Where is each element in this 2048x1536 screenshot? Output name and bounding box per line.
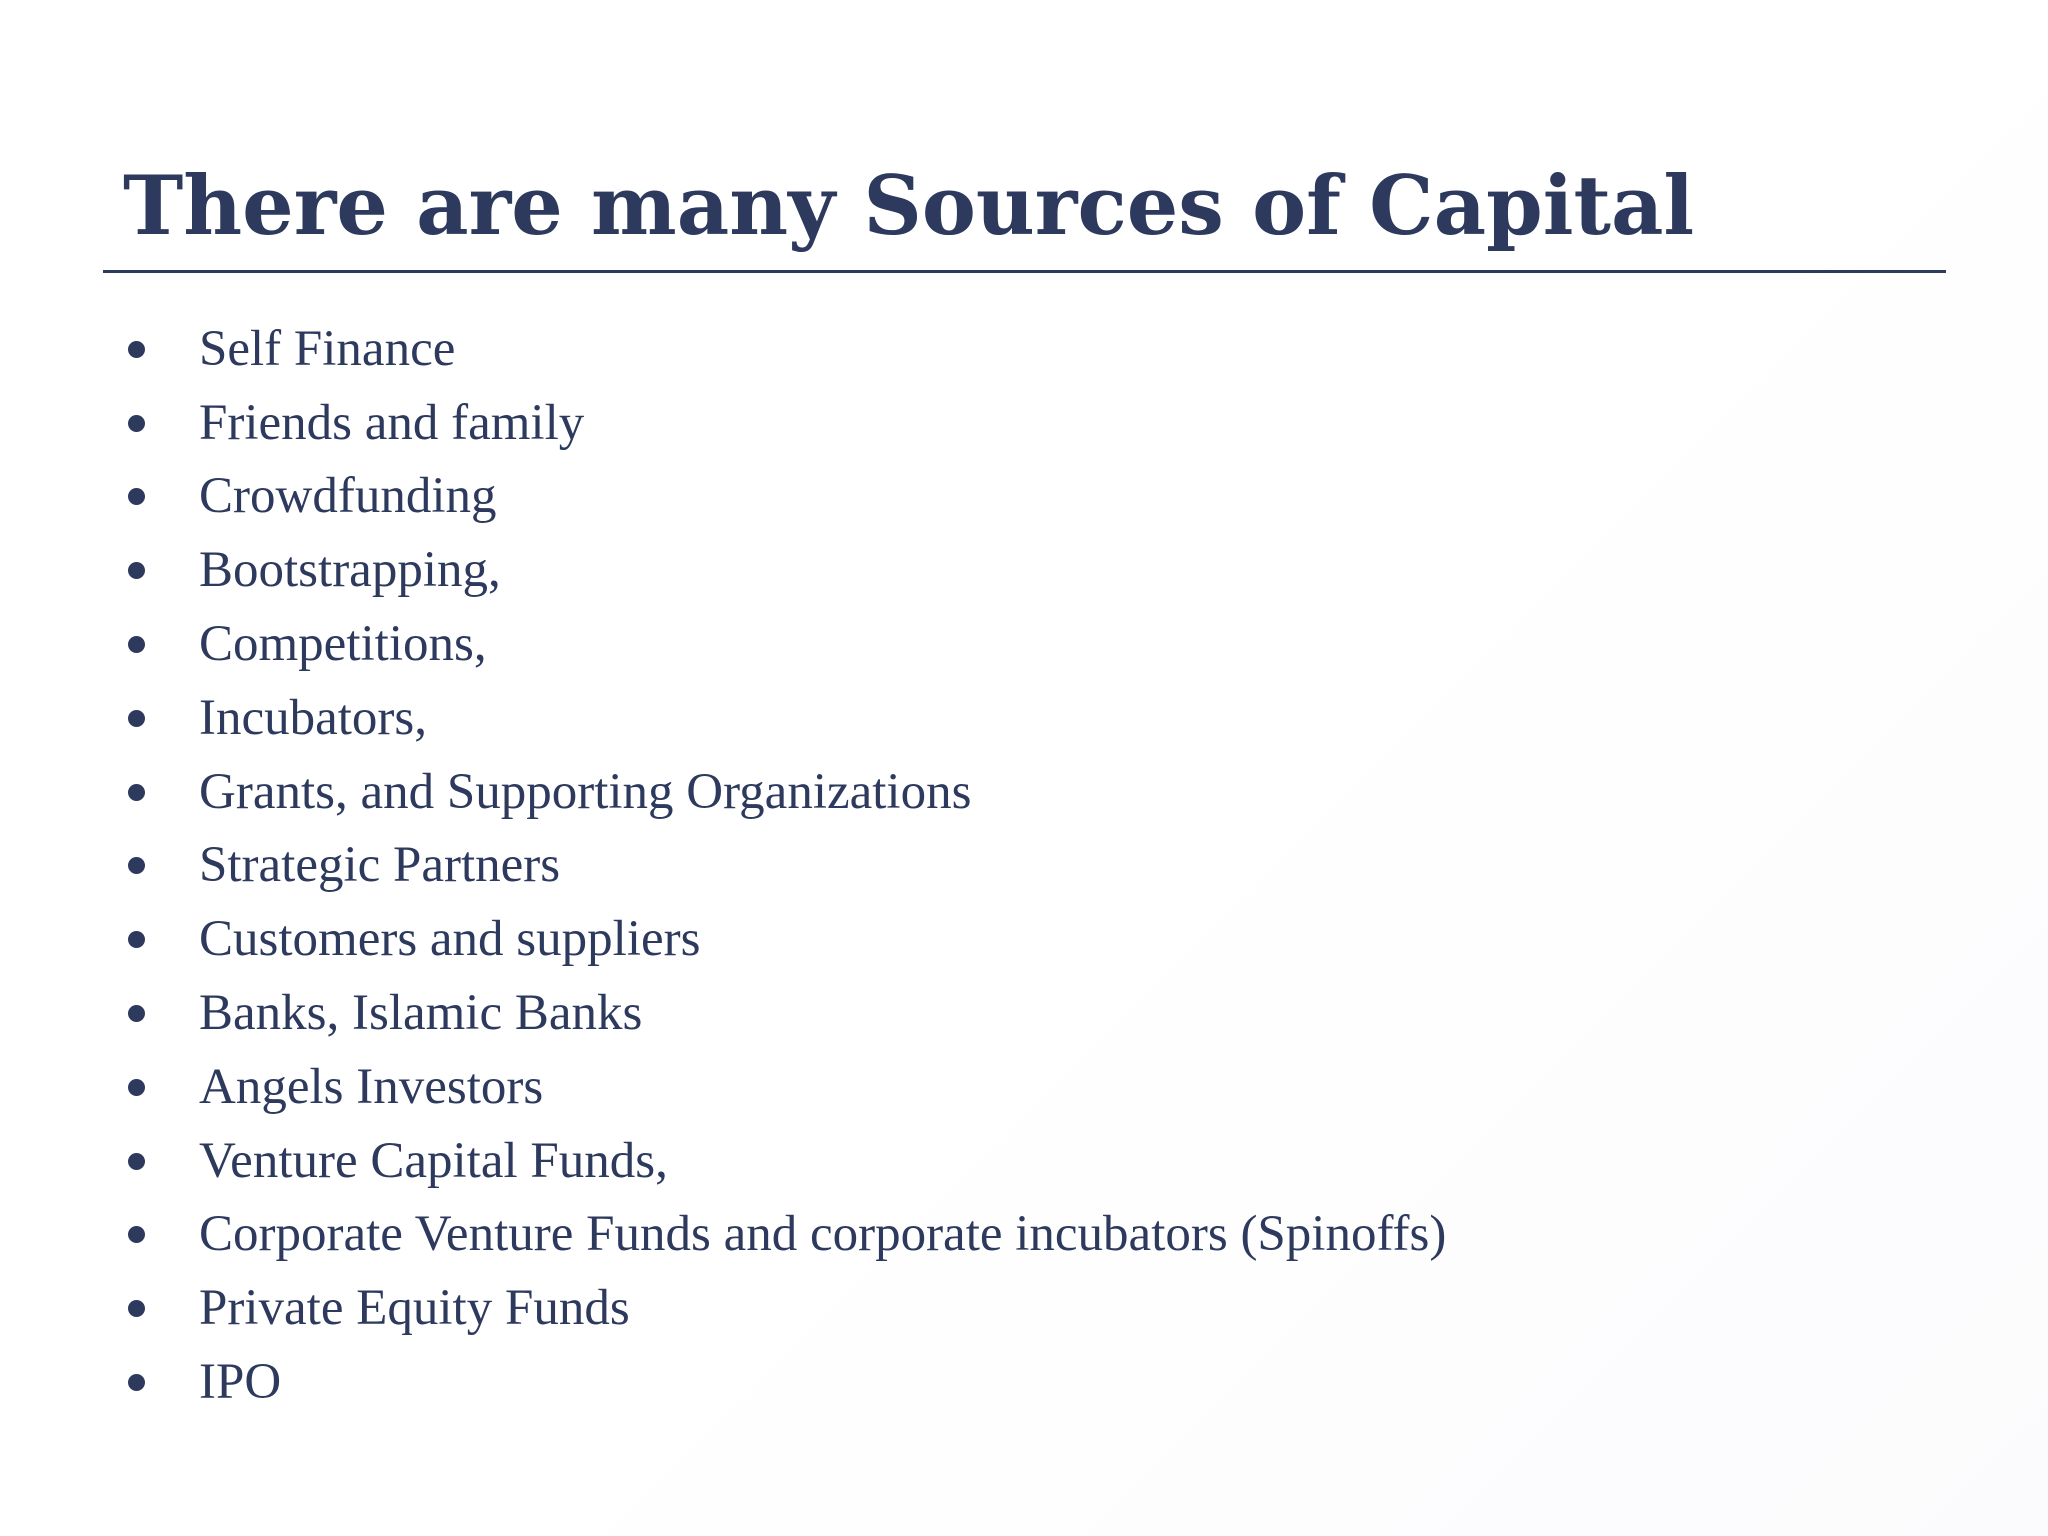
bullet-icon [128, 415, 145, 432]
bullet-icon [128, 1226, 145, 1243]
bullet-icon [128, 931, 145, 948]
list-item-text: Incubators, [199, 689, 428, 746]
list-item-text: IPO [199, 1354, 282, 1411]
title-divider [103, 270, 1946, 273]
bullet-icon [128, 1153, 145, 1170]
bullet-icon [128, 1374, 145, 1391]
list-item-text: Self Finance [199, 320, 456, 377]
list-item-text: Friends and family [199, 394, 585, 451]
list-item-text: Crowdfunding [199, 468, 497, 525]
list-item-text: Angels Investors [199, 1058, 544, 1115]
bullet-icon [128, 1300, 145, 1317]
list-item-text: Bootstrapping, [199, 542, 501, 599]
bullet-icon [128, 636, 145, 653]
list-item-text: Customers and suppliers [199, 911, 701, 968]
slide-title: There are many Sources of Capital [123, 159, 1695, 254]
list-item-text: Private Equity Funds [199, 1280, 630, 1337]
list-item-text: Banks, Islamic Banks [199, 985, 643, 1042]
list-item-text: Grants, and Supporting Organizations [199, 763, 972, 820]
bullet-icon [128, 710, 145, 727]
list-item-text: Venture Capital Funds, [199, 1132, 668, 1189]
bullet-icon [128, 1005, 145, 1022]
list-item-text: Strategic Partners [199, 837, 561, 894]
bullet-icon [128, 562, 145, 579]
bullet-icon [128, 784, 145, 801]
bullet-icon [128, 341, 145, 358]
list-item-text: Competitions, [199, 616, 487, 673]
bullet-icon [128, 857, 145, 874]
list-item-text: Corporate Venture Funds and corporate incubators (Spinoffs) [199, 1206, 1447, 1263]
bullet-icon [128, 1079, 145, 1096]
bullet-icon [128, 488, 145, 505]
